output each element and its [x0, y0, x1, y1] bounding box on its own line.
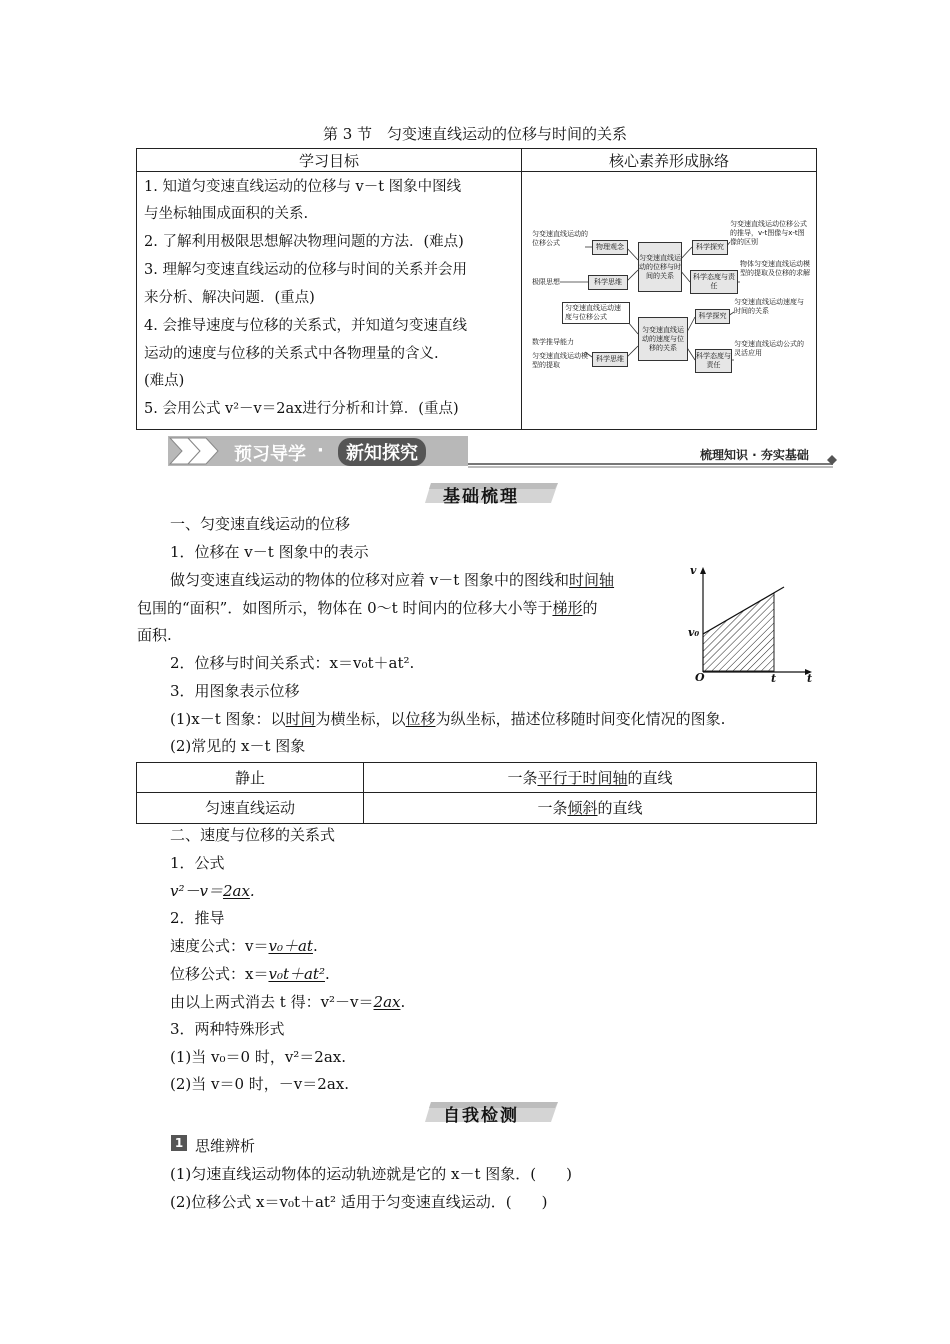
cm-model-extraction-text: 物体匀变速直线运动模型的提取及位移的求解: [740, 260, 810, 277]
formula-line: [170, 963, 330, 984]
cm-speed-time-relation-text: 匀变速直线运动速度与时间的关系: [734, 298, 804, 315]
graph-v0-label: v₀: [688, 626, 700, 639]
cm-scientific-thinking-box-2: 科学思维: [592, 352, 628, 367]
underlined-answer: 时间: [285, 710, 316, 728]
graph-y-label: v: [690, 564, 697, 577]
formula-line: [170, 935, 318, 956]
question-item: (1)匀速直线运动物体的运动轨迹就是它的 x－t 图象．( ): [170, 1165, 572, 1183]
subheading-formula: 1．公式: [170, 854, 225, 872]
objective-line: 3. 理解匀变速直线运动的位移与时间的关系并会用: [144, 262, 467, 278]
text-span: .: [249, 882, 255, 900]
objective-line: 4. 会推导速度与位移的关系式，并知道匀变速直线: [144, 318, 467, 334]
section-tag-self-check: [423, 1098, 563, 1124]
text-span: 一条: [507, 769, 538, 787]
formula-line: [170, 880, 255, 901]
objective-line: 与坐标轴围成面积的关系.: [144, 206, 309, 222]
question-number-badge: 1: [171, 1135, 187, 1151]
cm-speed-displacement-formula-box: 匀变速直线运动速度与位移公式: [562, 302, 630, 324]
objective-line: 来分析、解决问题．(重点): [144, 290, 315, 306]
objective-line: 运动的速度与位移的关系式中各物理量的含义.: [144, 346, 439, 362]
text-span: 包围的“面积”．如图所示，物体在 0～t 时间内的位移大小等于: [137, 599, 553, 617]
cm-center-bottom: 匀变速直线运动的速度与位移的关系: [638, 317, 688, 361]
text-span: 的: [582, 599, 598, 617]
banner-right-text: 梳理知识 · 夯实基础: [700, 448, 809, 462]
objective-line: (难点): [144, 373, 185, 389]
text-span: v²－v＝: [170, 882, 223, 900]
underlined-answer: 2ax: [222, 882, 250, 900]
heading-section-2: 二、速度与位移的关系式: [170, 826, 336, 844]
xt-table-cell: [364, 797, 816, 818]
cm-attitude-responsibility-box-2: 科学态度与责任: [695, 349, 732, 373]
subheading-1: 1．位移在 v－t 图象中的表示: [170, 543, 369, 561]
text-span: .: [400, 993, 406, 1011]
text-span: 的直线: [627, 769, 673, 787]
paragraph-line: [170, 708, 725, 729]
section-banner: [168, 434, 840, 468]
cm-attitude-responsibility-box: 科学态度与责任: [690, 270, 738, 294]
text-span: 位移公式：x＝: [170, 965, 269, 983]
underlined-answer: v₀＋at: [268, 937, 313, 955]
concept-map: [530, 212, 810, 382]
section-tag-self-check-label: 自我检测: [443, 1106, 519, 1126]
question-item: (2)位移公式 x＝v₀t＋at² 适用于匀变速直线运动．( ): [170, 1193, 548, 1211]
page-title: 第 3 节 匀变速直线运动的位移与时间的关系: [322, 125, 628, 143]
objective-line: 2. 了解利用极限思想解决物理问题的方法．(难点): [144, 234, 464, 250]
graph-t-tick-label: t: [771, 672, 777, 685]
cm-flexible-application-text: 匀变速直线运动公式的灵活应用: [734, 340, 804, 357]
question-group-title: 思维辨析: [195, 1137, 256, 1155]
xt-table-cell: 匀速直线运动: [204, 799, 295, 817]
objective-line: 5. 会用公式 v²－v＝2ax进行分析和计算．(重点): [144, 401, 459, 417]
xt-table: [136, 762, 817, 824]
text-span: 做匀变速直线运动的物体的位移对应着 v－t 图象中的图线和: [170, 571, 570, 589]
underlined-answer: 时间轴: [569, 571, 615, 589]
cm-physics-concept-box: 物理观念: [592, 240, 628, 255]
cm-scientific-inquiry-box-2: 科学探究: [695, 309, 730, 324]
cm-limit-thinking-label: 极限思想: [532, 278, 560, 286]
underlined-answer: v₀t＋at²: [268, 965, 325, 983]
underlined-answer: 位移: [405, 710, 436, 728]
table-divider-vertical: [521, 149, 522, 429]
text-span: 速度公式：v＝: [170, 937, 269, 955]
graph-origin-label: O: [695, 671, 705, 684]
subheading-2: 2．位移与时间关系式：x＝v₀t＋at².: [170, 654, 415, 672]
underlined-answer: 倾斜: [567, 799, 598, 817]
table-header-core-literacy: 核心素养形成脉络: [608, 152, 729, 170]
formula-line: [170, 991, 405, 1012]
cm-scientific-thinking-box: 科学思维: [588, 275, 628, 290]
subheading-derivation: 2．推导: [170, 909, 225, 927]
cm-scientific-inquiry-box: 科学探究: [692, 240, 728, 255]
text-span: 由以上两式消去 t 得：v²－v＝: [170, 993, 374, 1011]
objective-line: 1. 知道匀变速直线运动的位移与 v－t 图象中图线: [144, 179, 462, 195]
heading-section-1: 一、匀变速直线运动的位移: [170, 515, 351, 533]
cm-motion-model-label: 匀变速直线运动模型的提取: [532, 352, 588, 369]
table-divider-header: [137, 171, 816, 172]
underlined-answer: 2ax: [373, 993, 401, 1011]
vt-graph: [688, 560, 818, 688]
cm-formula-derivation-text: 匀变速直线运动位移公式的推导，v-t图像与x-t图像的区别: [730, 220, 807, 246]
subheading-3: 3．用图象表示位移: [170, 682, 300, 700]
table-header-objectives: 学习目标: [298, 152, 359, 170]
graph-x-label: t: [807, 672, 813, 685]
xt-table-cell: 静止: [234, 769, 265, 787]
cm-displacement-formula-label: 匀变速直线运动的位移公式: [532, 230, 588, 247]
xt-table-cell: [364, 767, 816, 788]
text-span: 的直线: [597, 799, 643, 817]
subheading-special-forms: 3．两种特殊形式: [170, 1020, 285, 1038]
cm-center-top: 匀变速直线运动的位移与时间的关系: [638, 242, 682, 292]
paragraph-line: [137, 597, 597, 618]
cm-math-derivation-label: 数学推导能力: [532, 338, 574, 346]
banner-dot: ·: [317, 440, 324, 461]
paragraph-line: [170, 569, 614, 590]
formula-line: (1)当 v₀＝0 时，v²＝2ax.: [170, 1048, 347, 1066]
text-span: 一条: [537, 799, 568, 817]
vt-graph-figure: [688, 560, 818, 688]
paragraph-line: 面积.: [137, 626, 172, 644]
banner-highlight-text: 新知探究: [338, 438, 426, 466]
section-tag-basics-label: 基础梳理: [443, 487, 519, 507]
banner-main-text: 预习导学: [234, 444, 306, 465]
section-tag-basics: [423, 479, 563, 505]
paragraph-line: (2)常见的 x－t 图象: [170, 737, 306, 755]
xt-table-divider-row: [137, 792, 816, 793]
underlined-answer: 平行于时间轴: [537, 769, 628, 787]
text-span: .: [312, 937, 318, 955]
underlined-answer: 梯形: [552, 599, 583, 617]
formula-line: (2)当 v＝0 时，－v＝2ax.: [170, 1075, 349, 1093]
text-span: .: [324, 965, 330, 983]
text-span: (1)x－t 图象：以: [170, 710, 286, 728]
text-span: 为横坐标，以: [315, 710, 406, 728]
text-span: 为纵坐标，描述位移随时间变化情况的图象.: [435, 710, 726, 728]
